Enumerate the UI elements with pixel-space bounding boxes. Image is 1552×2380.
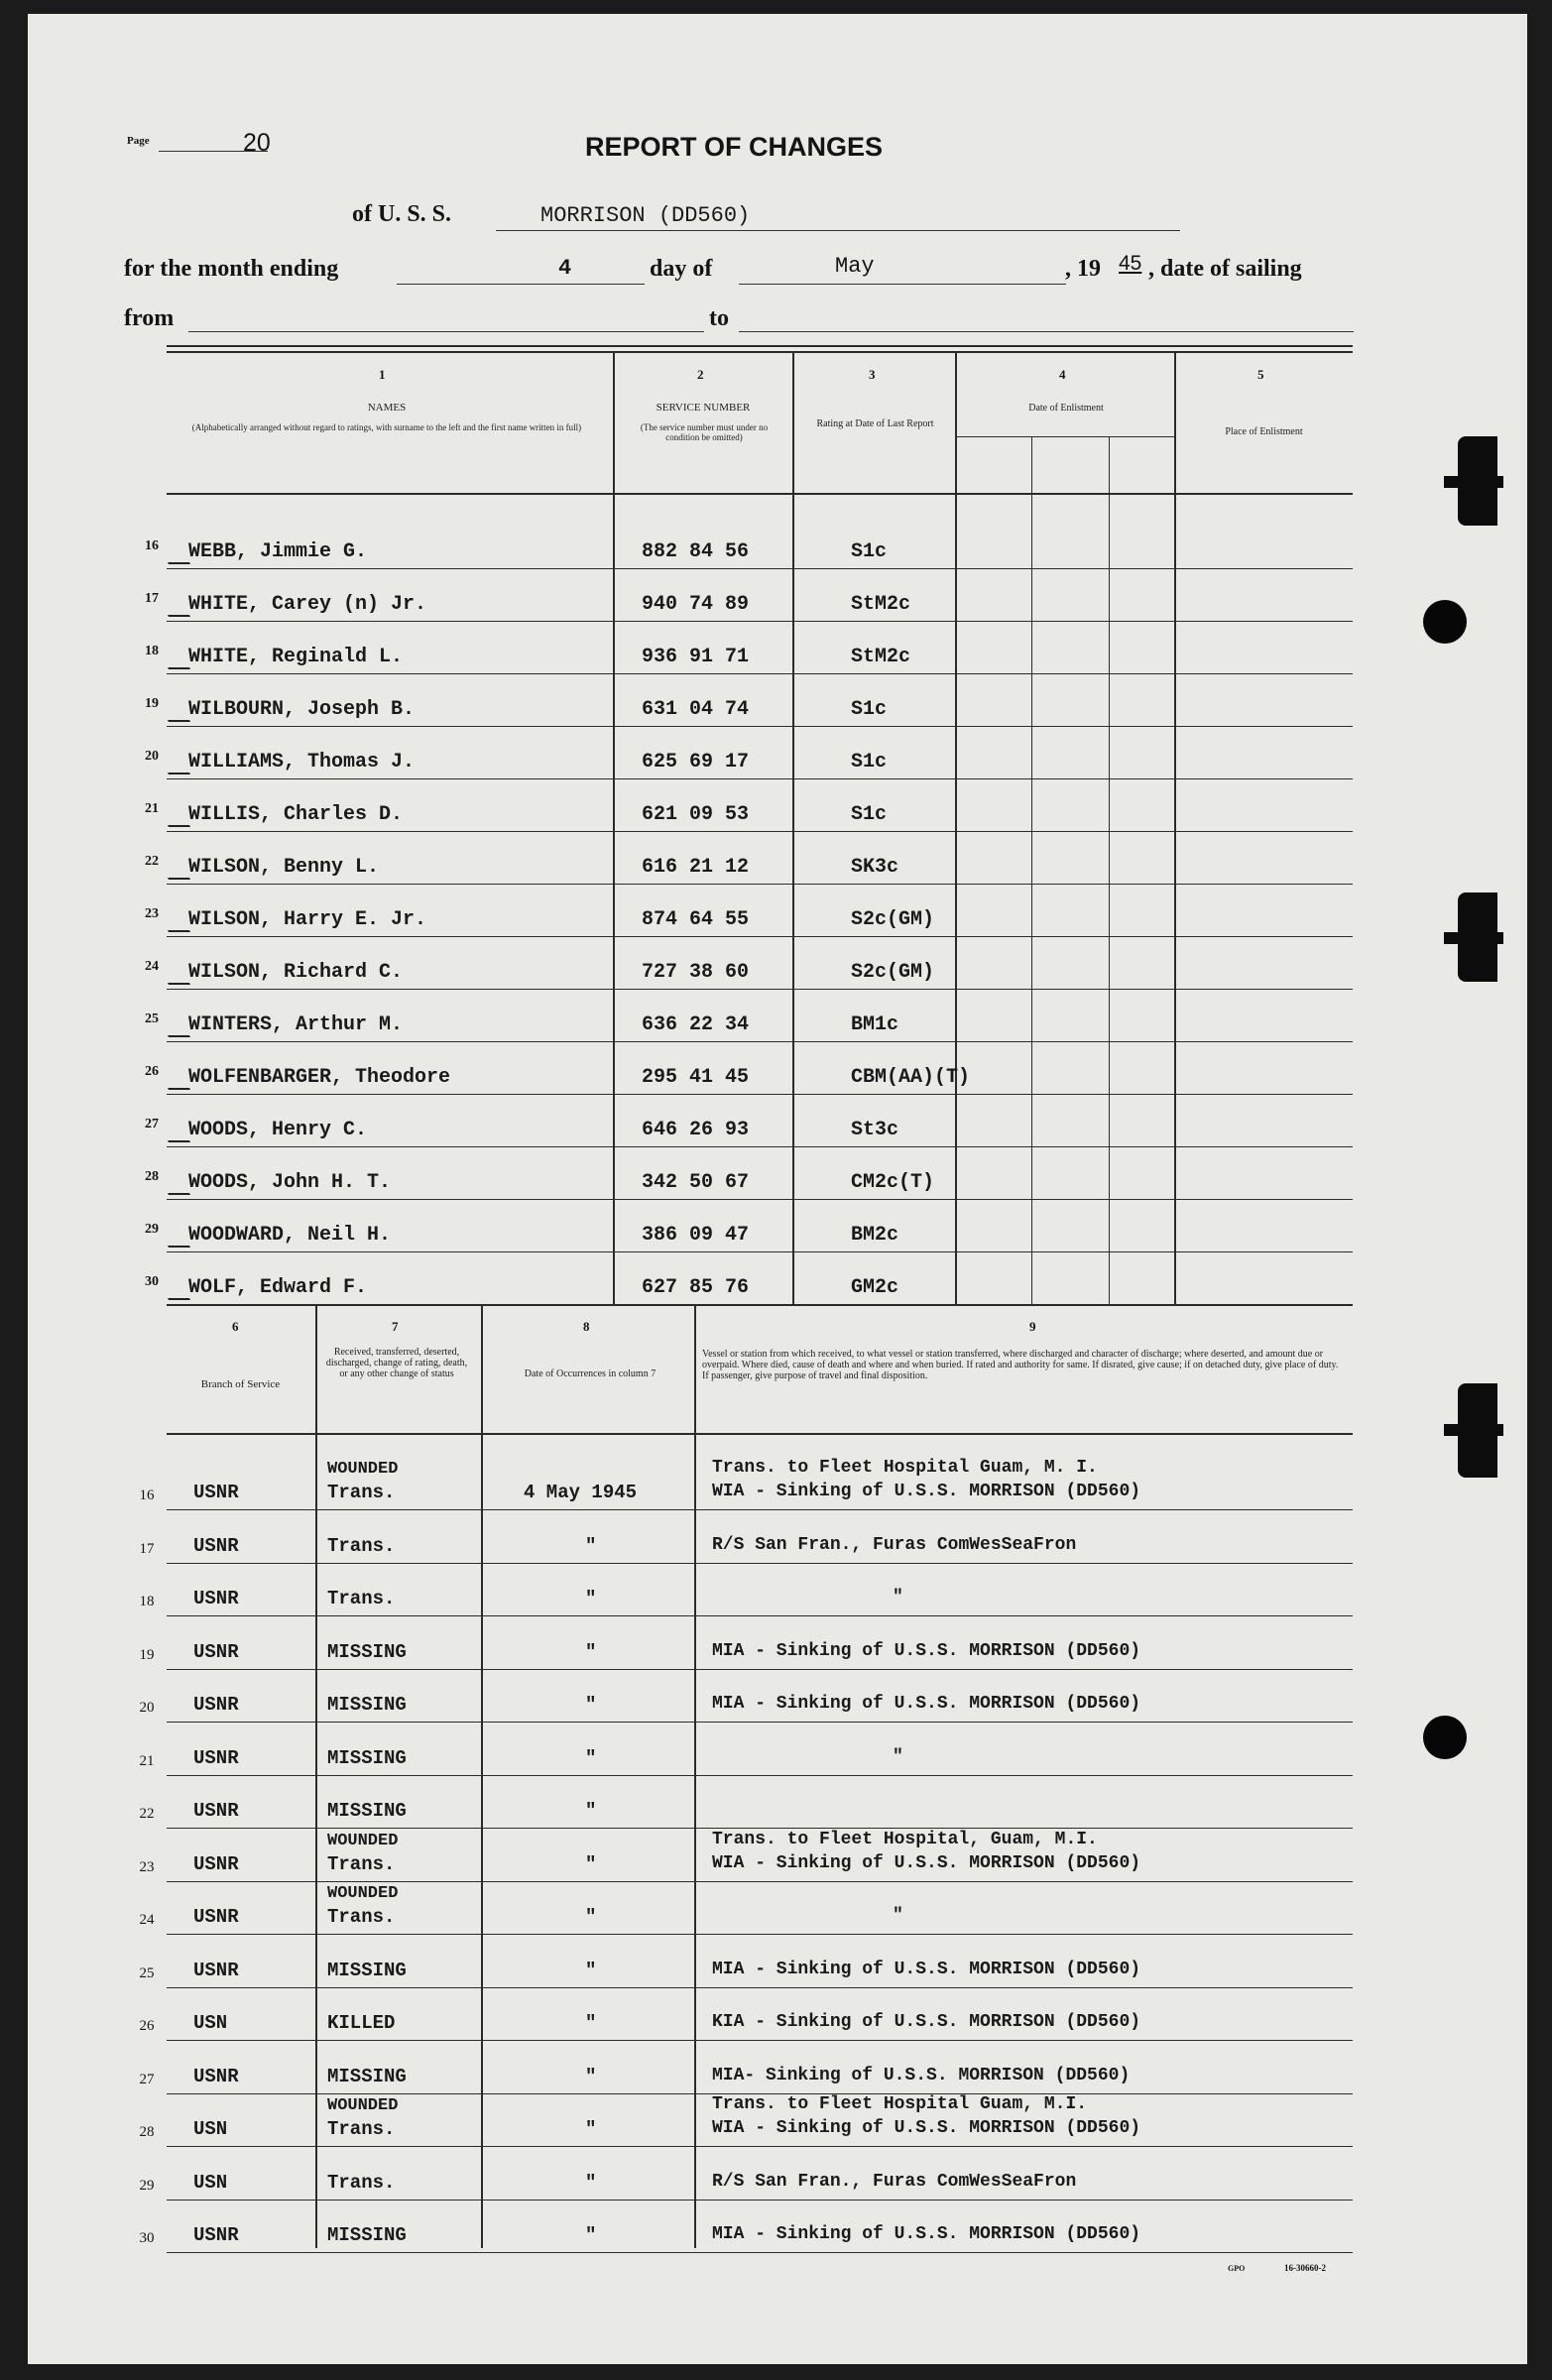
col-9-title: Vessel or station from which received, to what vessel or station transferred, where discharged and character of discharge; where deserted, and amount due or overpaid. Where died, cause of death and where and when buried. If rated and authority for same. If disrated, give cause; if on detached duty, give place of duty. If passenger, give purpose of travel and final disposition. xyxy=(702,1349,1339,1381)
status-date: " xyxy=(585,2172,597,2194)
status-branch: USNR xyxy=(193,1641,239,1663)
month-day-underline xyxy=(397,284,645,285)
status-remark: MIA - Sinking of U.S.S. MORRISON (DD560) xyxy=(712,1641,1141,1661)
status-branch: USNR xyxy=(193,1588,239,1609)
entry-row-number: 26 xyxy=(145,1064,159,1079)
entry-name: WOLF, Edward F. xyxy=(188,1276,368,1299)
status-change: Trans. xyxy=(327,1588,396,1609)
status-remark: WIA - Sinking of U.S.S. MORRISON (DD560) xyxy=(712,2118,1141,2138)
status-remark: WIA - Sinking of U.S.S. MORRISON (DD560) xyxy=(712,1853,1141,1873)
status-row-number: 28 xyxy=(139,2124,155,2140)
col-6-number: 6 xyxy=(232,1319,239,1334)
status-branch: USNR xyxy=(193,1960,239,1981)
entry-rating: S2c(GM) xyxy=(851,908,935,931)
entry-row-rule xyxy=(167,673,1353,674)
entry-service-number: 936 91 71 xyxy=(642,646,750,668)
status-wounded-note: WOUNDED xyxy=(327,2096,399,2115)
status-row-number: 22 xyxy=(139,1806,155,1822)
col-7-title: Received, transferred, deserted, discharged, change of rating, death, or any other change of status xyxy=(325,1347,468,1379)
entry-name: WILLIS, Charles D. xyxy=(188,803,404,826)
entry-rating: CBM(AA)(T) xyxy=(851,1066,971,1089)
status-date: " xyxy=(585,2012,597,2034)
status-date: " xyxy=(585,1535,597,1557)
entry-row-rule xyxy=(167,1199,1353,1200)
entry-rating: CM2c(T) xyxy=(851,1171,935,1194)
col-5-title: Place of Enlistment xyxy=(1225,426,1303,437)
col-3-number: 3 xyxy=(869,367,876,382)
binder-tab-top-post xyxy=(1444,476,1503,488)
status-row-rule xyxy=(167,1934,1353,1935)
status-date: " xyxy=(585,1588,597,1609)
entry-name: WINTERS, Arthur M. xyxy=(188,1013,404,1036)
entry-service-number: 342 50 67 xyxy=(642,1171,750,1194)
entry-row-rule xyxy=(167,621,1353,622)
status-row-number: 18 xyxy=(139,1594,155,1609)
status-date: " xyxy=(585,1694,597,1716)
entry-rating: S1c xyxy=(851,540,888,563)
status-row-rule xyxy=(167,2040,1353,2041)
entry-name: WOODWARD, Neil H. xyxy=(188,1224,392,1247)
year-value: 45 xyxy=(1119,252,1142,275)
entry-row-number: 27 xyxy=(145,1117,159,1131)
status-change: MISSING xyxy=(327,1747,407,1769)
entry-row-number: 19 xyxy=(145,696,159,711)
entry-service-number: 625 69 17 xyxy=(642,751,750,774)
status-row-rule xyxy=(167,1987,1353,1988)
entry-name: WILSON, Richard C. xyxy=(188,961,404,984)
page-label: Page xyxy=(127,135,150,147)
col-8-title: Date of Occurrences in column 7 xyxy=(524,1368,657,1379)
status-change: MISSING xyxy=(327,2066,407,2087)
ship-name: MORRISON (DD560) xyxy=(540,203,751,228)
status-row-number: 16 xyxy=(139,1488,155,1503)
status-row-number: 19 xyxy=(139,1647,155,1663)
status-remark: WIA - Sinking of U.S.S. MORRISON (DD560) xyxy=(712,1482,1141,1501)
enlistment-subheader-rule xyxy=(955,436,1174,437)
upper-header-bottom-rule xyxy=(167,493,1353,495)
entry-service-number: 616 21 12 xyxy=(642,856,750,879)
status-branch: USNR xyxy=(193,1800,239,1822)
entry-service-number: 727 38 60 xyxy=(642,961,750,984)
status-row-number: 24 xyxy=(139,1912,155,1928)
status-row-rule xyxy=(167,1775,1353,1776)
col-2-title: SERVICE NUMBER xyxy=(656,402,751,414)
entry-row-number: 16 xyxy=(145,538,159,553)
year-prefix: , 19 xyxy=(1065,256,1101,282)
status-row-number: 20 xyxy=(139,1700,155,1716)
entry-name: WEBB, Jimmie G. xyxy=(188,540,368,563)
lower-col-divider-1 xyxy=(315,1306,317,2248)
col-4-title: Date of Enlistment xyxy=(1028,403,1104,414)
status-row-number: 29 xyxy=(139,2178,155,2194)
entry-rating: BM1c xyxy=(851,1013,899,1036)
status-date: " xyxy=(585,1906,597,1928)
entry-name: WHITE, Carey (n) Jr. xyxy=(188,593,427,616)
binder-hole-top xyxy=(1423,600,1467,644)
status-branch: USNR xyxy=(193,2066,239,2087)
status-branch: USNR xyxy=(193,1535,239,1557)
month-ending-label: for the month ending xyxy=(124,256,339,282)
col-6-title: Branch of Service xyxy=(200,1378,281,1390)
entry-row-number: 21 xyxy=(145,801,159,816)
status-remark: MIA - Sinking of U.S.S. MORRISON (DD560) xyxy=(712,1694,1141,1714)
col-8-number: 8 xyxy=(583,1319,590,1334)
binder-tab-middle-post xyxy=(1444,932,1503,944)
col-1-note: (Alphabetically arranged without regard to ratings, with surname to the left and the first name written in full) xyxy=(191,422,582,432)
col-1-title: NAMES xyxy=(367,402,407,414)
status-change: Trans. xyxy=(327,1535,396,1557)
entry-row-number: 29 xyxy=(145,1222,159,1237)
status-date: " xyxy=(585,1960,597,1981)
enlistment-subcol-2 xyxy=(1109,436,1110,1306)
entry-rating: BM2c xyxy=(851,1224,899,1247)
entry-name: WILSON, Benny L. xyxy=(188,856,380,879)
footer-form-number: 16-30660-2 xyxy=(1284,2263,1326,2273)
lower-table-top-rule xyxy=(167,1304,1353,1306)
entry-row-rule xyxy=(167,884,1353,885)
status-remark-line-1: Trans. to Fleet Hospital Guam, M.I. xyxy=(712,2094,1088,2114)
entry-name: WOODS, John H. T. xyxy=(188,1171,392,1194)
month-name: May xyxy=(835,254,875,279)
entry-rating: S1c xyxy=(851,803,888,826)
col-3-title: Rating at Date of Last Report xyxy=(816,418,934,429)
status-branch: USNR xyxy=(193,1906,239,1928)
entry-rating: GM2c xyxy=(851,1276,899,1299)
status-change: MISSING xyxy=(327,1641,407,1663)
status-wounded-note: WOUNDED xyxy=(327,1832,399,1850)
status-remark: MIA- Sinking of U.S.S. MORRISON (DD560) xyxy=(712,2066,1131,2085)
status-branch: USN xyxy=(193,2012,228,2034)
entry-row-number: 28 xyxy=(145,1169,159,1184)
status-remark: MIA - Sinking of U.S.S. MORRISON (DD560) xyxy=(712,1960,1141,1979)
day-of-label: day of xyxy=(650,256,713,282)
entry-row-number: 25 xyxy=(145,1012,159,1026)
entry-name: WILSON, Harry E. Jr. xyxy=(188,908,427,931)
status-change: Trans. xyxy=(327,1853,396,1875)
entry-name: WOODS, Henry C. xyxy=(188,1119,368,1141)
entry-name: WOLFENBARGER, Theodore xyxy=(188,1066,451,1089)
status-remark: KIA - Sinking of U.S.S. MORRISON (DD560) xyxy=(712,2012,1141,2032)
status-branch: USN xyxy=(193,2172,228,2194)
entry-rating: SK3c xyxy=(851,856,899,879)
entry-rating: S1c xyxy=(851,698,888,721)
status-date: " xyxy=(585,1853,597,1875)
entry-service-number: 646 26 93 xyxy=(642,1119,750,1141)
entry-row-rule xyxy=(167,831,1353,832)
entry-row-rule xyxy=(167,568,1353,569)
status-change: MISSING xyxy=(327,2224,407,2246)
report-title: REPORT OF CHANGES xyxy=(585,132,884,162)
col-9-number: 9 xyxy=(1029,1319,1036,1334)
status-row-rule xyxy=(167,1509,1353,1510)
col-7-number: 7 xyxy=(392,1319,399,1334)
col-2-number: 2 xyxy=(697,367,704,382)
status-row-rule xyxy=(167,1722,1353,1723)
footer-gpo: GPO xyxy=(1228,2264,1246,2273)
entry-row-number: 30 xyxy=(145,1274,159,1289)
status-remark: " xyxy=(893,1588,903,1607)
status-row-number: 27 xyxy=(139,2072,155,2087)
entry-name: WHITE, Reginald L. xyxy=(188,646,404,668)
entry-service-number: 621 09 53 xyxy=(642,803,750,826)
binder-hole-bottom xyxy=(1423,1716,1467,1759)
status-row-number: 21 xyxy=(139,1753,155,1769)
status-branch: USN xyxy=(193,2118,228,2140)
status-change: MISSING xyxy=(327,1694,407,1716)
enlistment-subcol-1 xyxy=(1031,436,1032,1306)
status-remark: MIA - Sinking of U.S.S. MORRISON (DD560) xyxy=(712,2224,1141,2244)
to-underline xyxy=(739,331,1354,332)
status-remark: " xyxy=(893,1906,903,1926)
status-change: Trans. xyxy=(327,2172,396,2194)
entry-service-number: 882 84 56 xyxy=(642,540,750,563)
status-row-number: 17 xyxy=(139,1541,155,1557)
status-remark-line-1: Trans. to Fleet Hospital Guam, M. I. xyxy=(712,1458,1098,1478)
status-remark: R/S San Fran., Furas ComWesSeaFron xyxy=(712,2172,1077,2192)
entry-service-number: 295 41 45 xyxy=(642,1066,750,1089)
entry-name: WILBOURN, Joseph B. xyxy=(188,698,416,721)
entry-row-rule xyxy=(167,1146,1353,1147)
status-remark: " xyxy=(893,1747,903,1767)
status-row-rule xyxy=(167,1881,1353,1882)
from-label: from xyxy=(124,305,175,331)
entry-service-number: 636 22 34 xyxy=(642,1013,750,1036)
lower-header-bottom-rule xyxy=(167,1433,1353,1435)
from-underline xyxy=(188,331,704,332)
status-change: Trans. xyxy=(327,1906,396,1928)
binder-tab-lower-post xyxy=(1444,1424,1503,1436)
month-day: 4 xyxy=(558,256,572,281)
col-4-number: 4 xyxy=(1059,367,1066,382)
entry-rating: S1c xyxy=(851,751,888,774)
status-row-rule xyxy=(167,2252,1353,2253)
page-number: 20 xyxy=(243,129,271,157)
lower-col-divider-2 xyxy=(481,1306,483,2248)
upper-table-top-rule xyxy=(167,345,1353,347)
entry-row-number: 17 xyxy=(145,591,159,606)
status-row-rule xyxy=(167,1615,1353,1616)
status-change: Trans. xyxy=(327,1482,396,1503)
entry-row-rule xyxy=(167,1041,1353,1042)
status-date: " xyxy=(585,1641,597,1663)
lower-col-divider-3 xyxy=(694,1306,696,2248)
status-row-rule xyxy=(167,1669,1353,1670)
entry-rating: S2c(GM) xyxy=(851,961,935,984)
status-change: KILLED xyxy=(327,2012,396,2034)
entry-row-number: 20 xyxy=(145,749,159,764)
entry-service-number: 940 74 89 xyxy=(642,593,750,616)
status-row-rule xyxy=(167,2200,1353,2201)
col-5-number: 5 xyxy=(1257,367,1264,382)
entry-row-number: 23 xyxy=(145,906,159,921)
entry-row-number: 24 xyxy=(145,959,159,974)
entry-row-rule xyxy=(167,778,1353,779)
status-date: " xyxy=(585,2224,597,2246)
entry-row-number: 18 xyxy=(145,644,159,658)
entry-row-rule xyxy=(167,1094,1353,1095)
entry-row-rule xyxy=(167,1251,1353,1252)
status-row-rule xyxy=(167,2146,1353,2147)
status-branch: USNR xyxy=(193,1482,239,1503)
status-branch: USNR xyxy=(193,1747,239,1769)
status-change: Trans. xyxy=(327,2118,396,2140)
status-wounded-note: WOUNDED xyxy=(327,1460,399,1479)
col-2-note: (The service number must under no condition be omitted) xyxy=(640,422,769,442)
entry-row-rule xyxy=(167,989,1353,990)
status-row-number: 23 xyxy=(139,1859,155,1875)
status-date: " xyxy=(585,1800,597,1822)
status-branch: USNR xyxy=(193,1853,239,1875)
status-row-number: 30 xyxy=(139,2230,155,2246)
status-wounded-note: WOUNDED xyxy=(327,1884,399,1903)
status-remark: R/S San Fran., Furas ComWesSeaFron xyxy=(712,1535,1077,1555)
status-branch: USNR xyxy=(193,1694,239,1716)
status-remark-line-1: Trans. to Fleet Hospital, Guam, M.I. xyxy=(712,1830,1098,1849)
status-change: MISSING xyxy=(327,1800,407,1822)
to-label: to xyxy=(709,305,729,331)
entry-service-number: 627 85 76 xyxy=(642,1276,750,1299)
ship-underline xyxy=(496,230,1180,231)
entry-rating: StM2c xyxy=(851,593,911,616)
entry-rating: StM2c xyxy=(851,646,911,668)
date-of-sailing-label: , date of sailing xyxy=(1148,256,1302,282)
status-row-number: 26 xyxy=(139,2018,155,2034)
status-date: " xyxy=(585,2118,597,2140)
status-row-rule xyxy=(167,1828,1353,1829)
entry-name: WILLIAMS, Thomas J. xyxy=(188,751,416,774)
entry-service-number: 874 64 55 xyxy=(642,908,750,931)
entry-row-number: 22 xyxy=(145,854,159,869)
status-row-rule xyxy=(167,1563,1353,1564)
ship-label: of U. S. S. xyxy=(352,201,452,227)
month-underline xyxy=(739,284,1066,285)
status-date: " xyxy=(585,1747,597,1769)
status-date: 4 May 1945 xyxy=(524,1482,638,1503)
entry-service-number: 631 04 74 xyxy=(642,698,750,721)
status-row-number: 25 xyxy=(139,1965,155,1981)
entry-service-number: 386 09 47 xyxy=(642,1224,750,1247)
entry-row-rule xyxy=(167,726,1353,727)
status-change: MISSING xyxy=(327,1960,407,1981)
entry-row-rule xyxy=(167,936,1353,937)
status-branch: USNR xyxy=(193,2224,239,2246)
col-1-number: 1 xyxy=(379,367,386,382)
status-date: " xyxy=(585,2066,597,2087)
entry-rating: St3c xyxy=(851,1119,899,1141)
